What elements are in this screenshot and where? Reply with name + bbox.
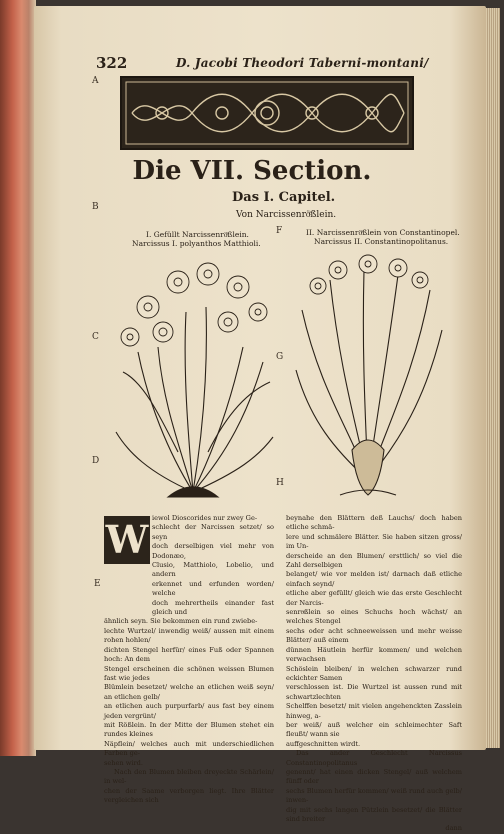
left-text-column	[104, 514, 274, 806]
text-line: doch mehrertheils einander fast gleich und	[152, 598, 274, 617]
text-line: Nach den Blumen bleiben dreyeckte Schärlein/ in wel-	[104, 767, 274, 786]
margin-letter-d: D	[92, 456, 100, 466]
text-line: auffgeschnitten wirdt.	[286, 739, 361, 748]
text-line: Schöslein bleiben/ in welchen schwarzer rund eckichter Samen	[286, 664, 462, 682]
text-line: schlecht der Narcissen setzet/ so seyn	[152, 523, 274, 541]
text-line: verschlossen ist. Die Wurtzel ist aussen rund mit schwartzlechten	[286, 683, 462, 701]
text-line: doch derselbigen viel mehr von Dodonæo,	[152, 542, 274, 560]
text-line: chen der Saame verborgen liegt. Ihre Blätter vergleichen sich	[104, 786, 274, 805]
drop-cap: W	[105, 517, 149, 562]
text-line: an etlichen auch purpurfarb/ aus fast bey einem jeden vergrünt/	[104, 702, 274, 720]
text-line: derscheide an den Blumen/ ersttlich/ so viel die Zahl derselbigen	[286, 551, 462, 570]
text-line: genennt/ hat einen dicken Stengel/ auß welchem fünff oder	[286, 767, 462, 786]
text-line: ähnlich seyn. Sie bekommen ein rund zwiebe-	[104, 617, 258, 626]
chapter-subtitle: Von Narcissenröͤßlein.	[236, 210, 337, 220]
margin-letter-f: F	[276, 226, 283, 236]
figure-2-caption-latin: Narcissus II. Constantinopolitanus.	[314, 237, 449, 246]
text-line: iewol Dioscorides nur zwey Ge-	[152, 514, 258, 522]
figure-2-caption-german: II. Narcissenröͤßlein von Constantinopel.	[306, 228, 460, 237]
running-head: D. Jacobi Theodori Taberni-montani/	[176, 56, 429, 70]
figure-1-caption-latin: Narcissus I. polyanthos Matthioli.	[132, 239, 261, 248]
margin-letter-h: H	[276, 478, 284, 488]
margin-letter-e: E	[94, 579, 101, 589]
text-line: beynahe den Blättern deß Lauchs/ doch haben etliche schmä-	[286, 514, 462, 532]
ornamental-headpiece	[120, 76, 414, 150]
page-edges	[486, 8, 500, 748]
text-line: senröͤßlein so eines Schuchs hoch wächst/ an welches Stengel	[286, 608, 462, 626]
text-line: Das ander Geschlecht Narcissus Constantinopolitanus	[286, 749, 462, 767]
text-line: etliche aber gefüllt/ gleich wie das erste Geschlecht der Narcis-	[286, 589, 462, 607]
text-line: lere und schmälere Blätter. Sie haben sitzen gross/ im Un-	[286, 532, 462, 551]
text-line: lechte Wurtzel/ inwendig weiß/ aussen mit einem rohen hohlen/	[104, 626, 274, 645]
text-line: sechs oder acht schneeweissen und mehr weisse Blätter/ auß einem	[286, 626, 462, 645]
margin-letter-c: C	[92, 332, 99, 342]
book-spine	[0, 0, 36, 756]
chapter-title: Das I. Capitel.	[232, 190, 336, 205]
text-line: dünnen Häutlein herfür kommen/ und welchen verwachsen	[286, 645, 462, 664]
text-line: dichten Stengel herfür/ eines Fuß oder Spannen hoch: An dem	[104, 645, 274, 664]
text-line: ber weiß/ auß welcher ein schleimechter Saft fleußt/ wann sie	[286, 720, 462, 739]
text-line: Schelffen besetzt/ mit vielen angehenckten Zasslein hinweg, a-	[286, 702, 462, 720]
catchword: dann	[445, 824, 462, 833]
margin-letter-g: G	[276, 352, 284, 362]
text-line: dig mit sechs langen Pützlein besetzet/ die Blätter sind breiter	[286, 805, 462, 823]
text-line: belanget/ wie vor melden ist/ darnach daß etliche einfach seynd/	[286, 570, 462, 588]
woodcut-narcissus-polyanthos	[108, 252, 278, 502]
text-line: mit Rößlein. In der Mitte der Blumen stehet ein rundes kleines	[104, 720, 274, 739]
text-line: sechs Blumen herfür kommen/ weiß rund auch gelb/ inwen-	[286, 786, 462, 805]
text-line: Blümlein besetzet/ welche an etlichen weiß seyn/ an etlichen gelb/	[104, 683, 274, 701]
woodcut-narcissus-constantinopolitanus	[290, 250, 450, 500]
figure-2-caption	[306, 228, 460, 246]
page-number: 322	[96, 54, 128, 72]
right-text-column	[286, 514, 462, 834]
margin-letter-b: B	[92, 202, 99, 212]
margin-letter-a: A	[92, 76, 99, 86]
text-line: Näpflein/ welches auch mit underschiedlichen Farben ge-	[104, 739, 274, 758]
text-line: sehen wird.	[104, 758, 143, 767]
ornament-pattern	[122, 78, 412, 148]
text-line: erkennet und erfunden worden/ welche	[152, 579, 274, 598]
text-line: Clusio, Matthiolo, Lobelio, und andern	[152, 561, 274, 579]
section-title: Die VII. Section.	[132, 156, 372, 186]
figure-1-caption	[132, 230, 261, 248]
figure-1-caption-german: I. Gefüllt Narcissenröͤßlein.	[146, 230, 249, 239]
text-line: Stengel erscheinen die schönen weissen Blumen fast wie jedes	[104, 664, 274, 682]
